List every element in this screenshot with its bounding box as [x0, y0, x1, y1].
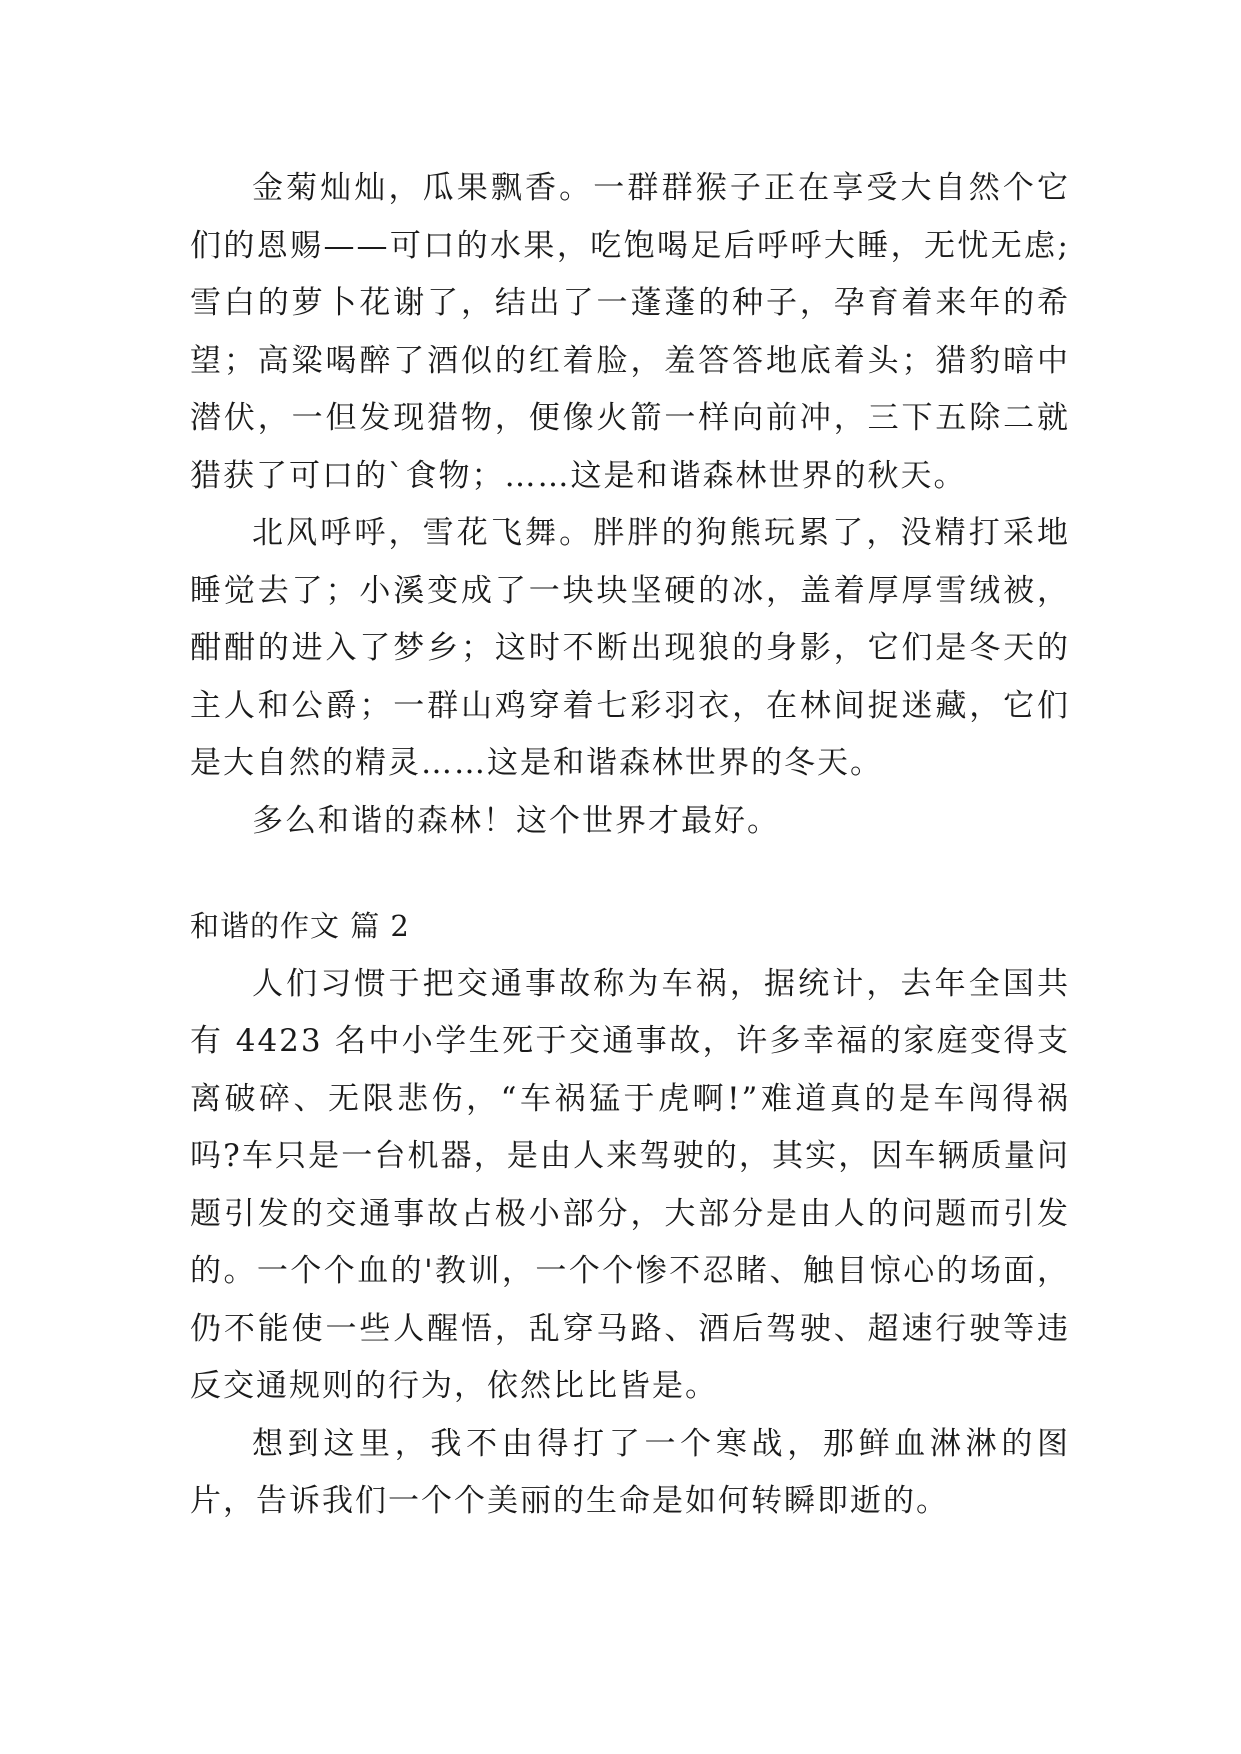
paragraph-conclusion: 多么和谐的森林！这个世界才最好。: [252, 802, 780, 839]
document-body: [190, 160, 1070, 1531]
section-spacer: [190, 850, 1070, 898]
paragraph-autumn: 金菊灿灿，瓜果飘香。一群群猴子正在享受大自然个它们的恩赐——可口的水果，吃饱喝足后呼呼大睡，无忧无虑;雪白的萝卜花谢了，结出了一蓬蓬的种子，孕育着来年的希望；高粱喝醉了酒似的红着脸，羞答答地底着头；猎豹暗中潜伏，一但发现猎物，便像火箭一样向前冲，三下五除二就猎获了可口的`食物；……这是和谐森林世界的秋天。: [190, 170, 1070, 494]
section-title: 和谐的作文 篇 2: [190, 909, 410, 943]
paragraph-reflection: 想到这里，我不由得打了一个寒战，那鲜血淋淋的图片，告诉我们一个个美丽的生命是如何转瞬即逝的。: [190, 1425, 1070, 1519]
paragraph-traffic-accidents: 人们习惯于把交通事故称为车祸，据统计，去年全国共有 4423 名中小学生死于交通事故，许多幸福的家庭变得支离破碎、无限悲伤，“车祸猛于虎啊!”难道真的是车闯得祸吗?车只是一台机器，是由人来驾驶的，其实，因车辆质量问题引发的交通事故占极小部分，大部分是由人的问题而引发的。一个个血的'教训，一个个惨不忍睹、触目惊心的场面，仍不能使一些人醒悟，乱穿马路、酒后驾驶、超速行驶等违反交通规则的行为，依然比比皆是。: [190, 965, 1070, 1404]
paragraph-winter: 北风呼呼，雪花飞舞。胖胖的狗熊玩累了，没精打采地睡觉去了；小溪变成了一块块坚硬的冰，盖着厚厚雪绒被，酣酣的进入了梦乡；这时不断出现狼的身影，它们是冬天的主人和公爵；一群山鸡穿着七彩羽衣，在林间捉迷藏，它们是大自然的精灵……这是和谐森林世界的冬天。: [190, 515, 1070, 781]
